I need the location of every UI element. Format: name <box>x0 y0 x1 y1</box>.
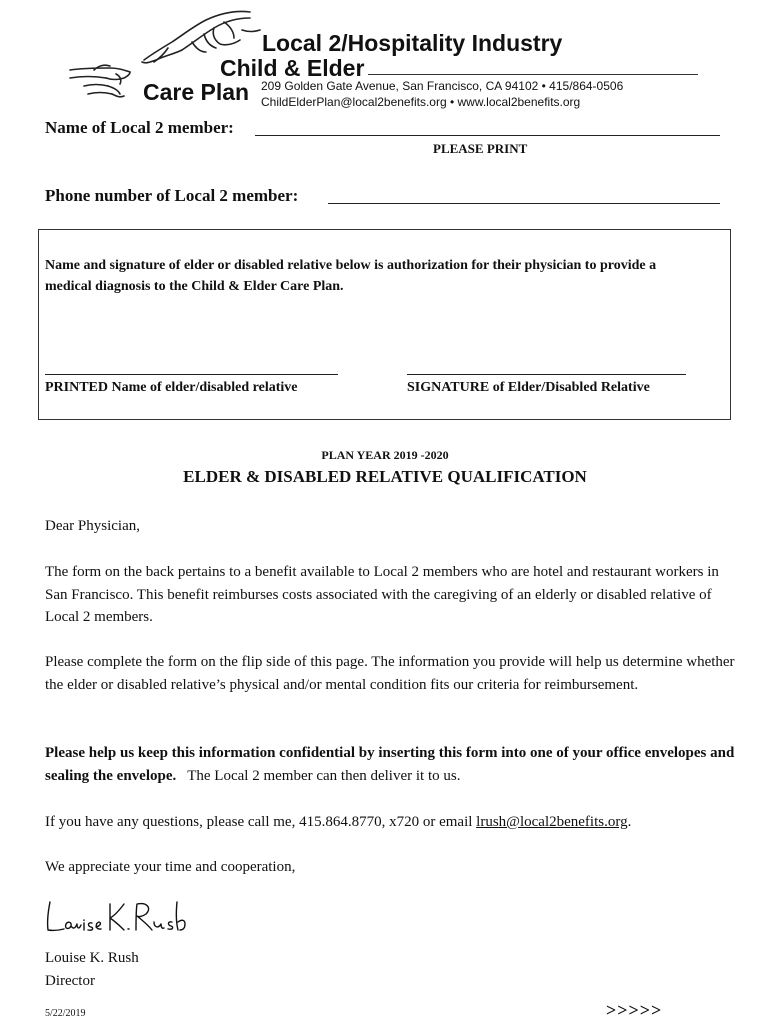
program-name-line2: Care Plan <box>143 79 250 105</box>
organization-title: Local 2/Hospitality Industry <box>262 30 563 56</box>
paragraph-confidential <box>45 742 735 787</box>
salutation: Dear Physician, <box>45 518 140 534</box>
paragraph-instructions: Please complete the form on the flip side of this page. The information you provide will help us determine whether the elder or disabled relative’s physical and/or mental condition fits our criteria for reimbursement. <box>45 654 735 693</box>
paragraph-questions <box>45 811 735 834</box>
header-rule <box>368 74 698 75</box>
plan-year: PLAN YEAR 2019 -2020 <box>321 448 449 462</box>
signer-name: Louise K. Rush <box>45 950 139 966</box>
organization-contact: ChildElderPlan@local2benefits.org • www.local2benefits.org <box>261 95 581 109</box>
printed-name-field[interactable] <box>45 374 338 375</box>
relative-signature-field[interactable] <box>407 374 686 375</box>
relative-signature-label: SIGNATURE of Elder/Disabled Relative <box>407 380 650 395</box>
paragraph-benefit: The form on the back pertains to a benefit available to Local 2 members who are hotel and restaurant workers in San Francisco. This benefit reimburses costs associated with the caregiving of an elderly or disabled relative of Local 2 members. <box>45 564 719 625</box>
document-date: 5/22/2019 <box>45 1008 86 1019</box>
member-name-field[interactable] <box>255 135 720 136</box>
printed-name-label: PRINTED Name of elder/disabled relative <box>45 380 298 395</box>
questions-end: . <box>627 814 632 830</box>
organization-address: 209 Golden Gate Avenue, San Francisco, CA 94102 • 415/864-0506 <box>261 79 624 93</box>
email-link[interactable]: lrush@local2benefits.org <box>476 814 628 830</box>
confidential-instruction: Please help us keep this information confidential by inserting this form into one of your office envelopes and sealing the envelope. <box>45 745 735 784</box>
phone-label: Phone number of Local 2 member: <box>45 186 299 205</box>
next-page-indicator: >>>>> <box>606 1000 663 1020</box>
delivery-note: The Local 2 member can then deliver it to us. <box>176 767 461 784</box>
program-name-line1: Child & Elder <box>220 55 365 81</box>
handwritten-signature <box>44 896 194 940</box>
authorization-text: Name and signature of elder or disabled relative below is authorization for their physician to provide a medical diagnosis to the Child & Elder Care Plan. <box>45 258 657 294</box>
member-name-label: Name of Local 2 member: <box>45 118 234 137</box>
signer-title: Director <box>45 972 95 989</box>
document-title: ELDER & DISABLED RELATIVE QUALIFICATION <box>183 467 587 486</box>
phone-field[interactable] <box>328 203 720 204</box>
please-print-note: PLEASE PRINT <box>433 141 528 156</box>
signer-block <box>45 947 139 992</box>
closing: We appreciate your time and cooperation, <box>45 859 296 875</box>
questions-text: If you have any questions, please call me, 415.864.8770, x720 or email <box>45 814 477 830</box>
